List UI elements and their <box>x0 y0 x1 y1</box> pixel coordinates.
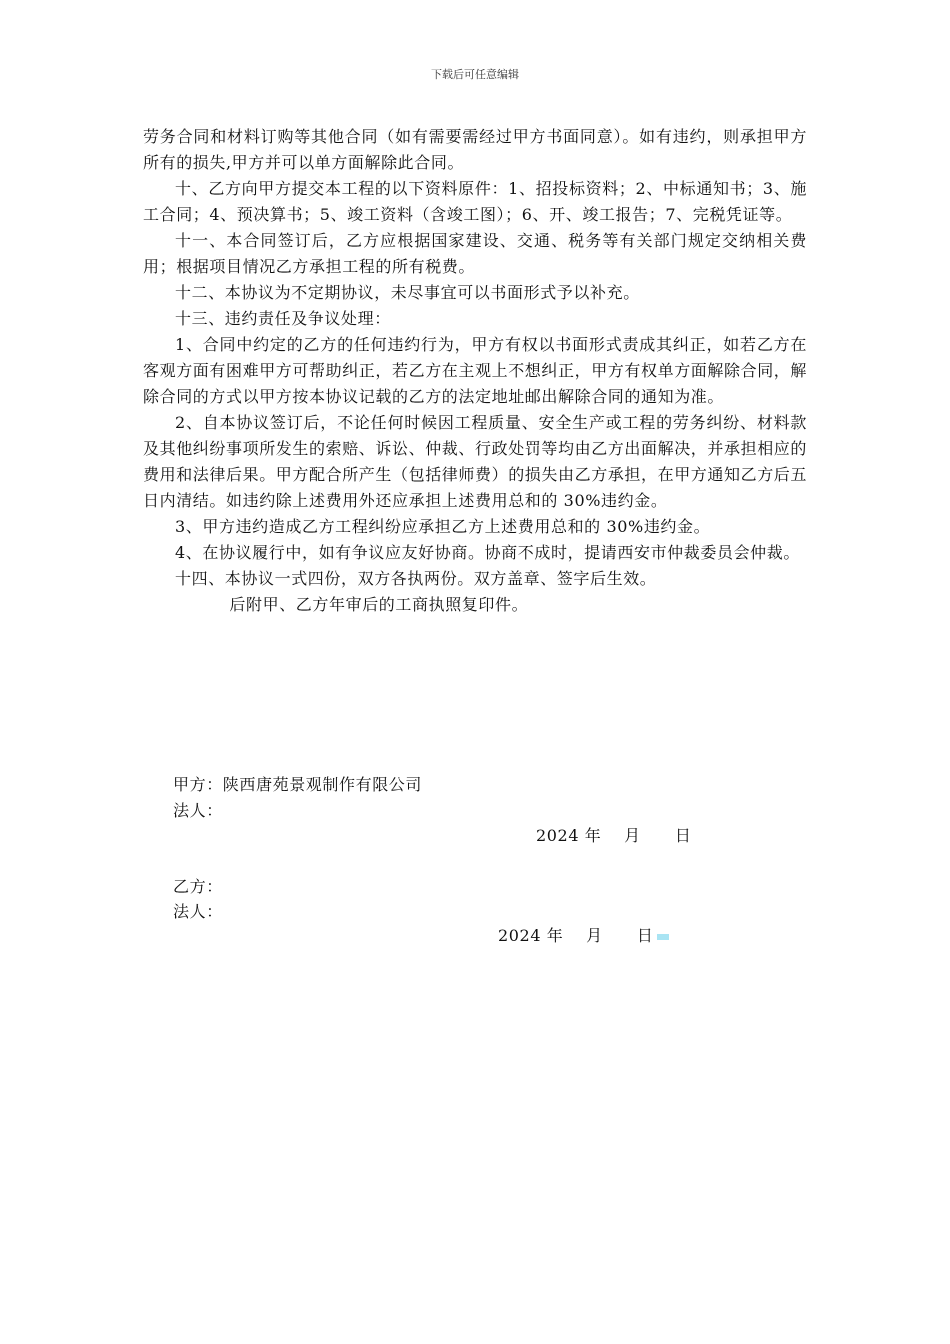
party-b-name: 乙方： <box>173 877 223 896</box>
attachment-note: 后附甲、乙方年审后的工商执照复印件。 <box>229 595 529 614</box>
party-b-date-row <box>498 923 669 946</box>
clause-13-item-4: 4、在协议履行中，如有争议应友好协商。协商不成时，提请西安市仲裁委员会仲裁。 <box>175 543 800 562</box>
party-a-date: 2024 年 月 日 <box>536 826 692 845</box>
clause-13-title: 十三、违约责任及争议处理： <box>175 309 391 328</box>
contract-body <box>143 124 807 618</box>
party-b-legal-rep: 法人： <box>173 902 223 921</box>
clause-14: 十四、本协议一式四份，双方各执两份。双方盖章、签字后生效。 <box>175 569 657 588</box>
party-a-name: 甲方：陕西唐苑景观制作有限公司 <box>173 775 423 794</box>
clause-12: 十二、本协议为不定期协议，未尽事宜可以书面形式予以补充。 <box>175 283 640 302</box>
clause-13-item-2: 2、自本协议签订后，不论任何时候因工程质量、安全生产或工程的劳务纠纷、材料款及其他纠纷事项所发生的索赔、诉讼、仲裁、行政处罚等均由乙方出面解决，并承担相应的费用和法律后果。甲方配合所产生（包括律师费）的损失由乙方承担，在甲方通知乙方后五日内清结。如违约除上述费用外还应承担上述费用总和的 30%违约金。 <box>143 413 808 510</box>
party-a-legal-rep: 法人： <box>173 801 223 820</box>
clause-11: 十一、本合同签订后，乙方应根据国家建设、交通、税务等有关部门规定交纳相关费用；根据项目情况乙方承担工程的所有税费。 <box>143 231 807 276</box>
clause-13-item-1: 1、合同中约定的乙方的任何违约行为，甲方有权以书面形式责成其纠正，如若乙方在客观方面有困难甲方可帮助纠正，若乙方在主观上不想纠正，甲方有权单方面解除合同，解除合同的方式以甲方按本协议记载的乙方的法定地址邮出解除合同的通知为准。 <box>143 335 808 406</box>
highlight-mark <box>657 934 669 940</box>
page-header: 下载后可任意编辑 <box>431 68 519 81</box>
clause-10: 十、乙方向甲方提交本工程的以下资料原件：1、招投标资料；2、中标通知书；3、施工合同；4、预决算书；5、竣工资料（含竣工图）；6、开、竣工报告；7、完税凭证等。 <box>143 179 807 224</box>
paragraph-continuation: 劳务合同和材料订购等其他合同（如有需要需经过甲方书面同意）。如有违约，则承担甲方所有的损失,甲方并可以单方面解除此合同。 <box>143 127 807 172</box>
clause-13-item-3: 3、甲方违约造成乙方工程纠纷应承担乙方上述费用总和的 30%违约金。 <box>175 517 711 536</box>
party-b-date: 2024 年 月 日 <box>498 926 654 945</box>
